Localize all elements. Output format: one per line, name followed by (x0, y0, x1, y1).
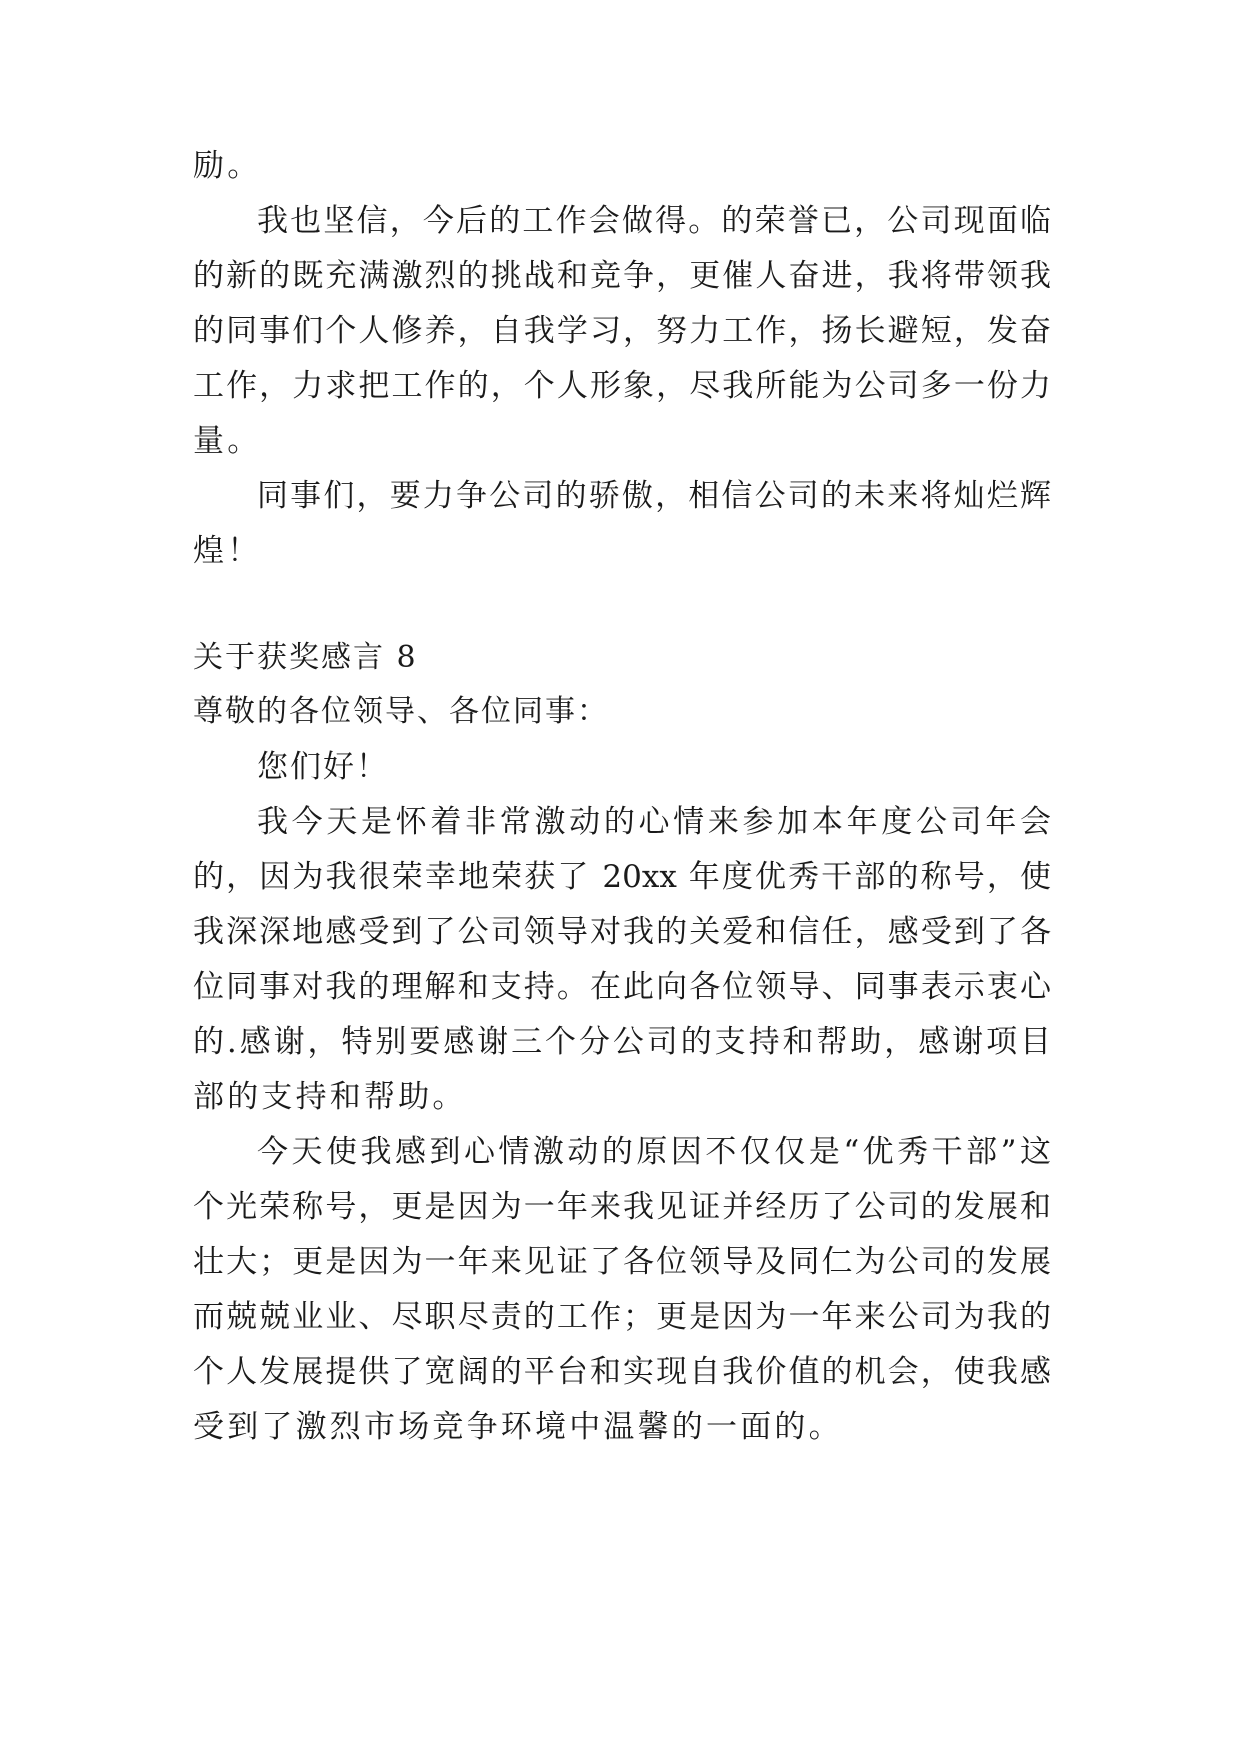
paragraph-line: 今天使我感到心情激动的原因不仅仅是“优秀干部”这 (257, 1134, 1051, 1170)
paragraph-line: 煌！ (193, 533, 262, 569)
paragraph-line: 受到了激烈市场竞争环境中温馨的一面的。 (193, 1409, 843, 1445)
paragraph-line: 个光荣称号，更是因为一年来我见证并经历了公司的发展和 (193, 1189, 1051, 1225)
greeting: 您们好！ (257, 749, 389, 785)
paragraph-line: 的.感谢，特别要感谢三个分公司的支持和帮助，感谢项目 (193, 1024, 1051, 1060)
paragraph-line: 的新的既充满激烈的挑战和竞争，更催人奋进，我将带领我 (193, 258, 1051, 294)
paragraph-line: 位同事对我的理解和支持。在此向各位领导、同事表示衷心 (193, 969, 1051, 1005)
section-title: 关于获奖感言 8 (193, 640, 418, 675)
paragraph-line: 而兢兢业业、尽职尽责的工作；更是因为一年来公司为我的 (193, 1299, 1051, 1335)
paragraph-line: 同事们，要力争公司的骄傲，相信公司的未来将灿烂辉 (257, 478, 1051, 514)
paragraph-line: 我深深地感受到了公司领导对我的关爱和信任，感受到了各 (193, 914, 1051, 950)
paragraph-line: 壮大；更是因为一年来见证了各位领导及同仁为公司的发展 (193, 1244, 1051, 1280)
salutation: 尊敬的各位领导、各位同事： (193, 694, 609, 729)
paragraph-line: 量。 (193, 423, 262, 459)
paragraph-line: 我今天是怀着非常激动的心情来参加本年度公司年会 (257, 804, 1051, 840)
paragraph-continuation-line: 励。 (193, 148, 262, 184)
paragraph-line: 个人发展提供了宽阔的平台和实现自我价值的机会，使我感 (193, 1354, 1051, 1390)
paragraph-line: 我也坚信，今后的工作会做得。的荣誉已，公司现面临 (257, 203, 1051, 239)
paragraph-line: 部的支持和帮助。 (193, 1079, 467, 1115)
paragraph-line: 的，因为我很荣幸地荣获了 20xx 年度优秀干部的称号，使 (193, 859, 1051, 895)
paragraph-line: 工作，力求把工作的，个人形象，尽我所能为公司多一份力 (193, 368, 1051, 404)
paragraph-line: 的同事们个人修养，自我学习，努力工作，扬长避短，发奋 (193, 313, 1051, 349)
